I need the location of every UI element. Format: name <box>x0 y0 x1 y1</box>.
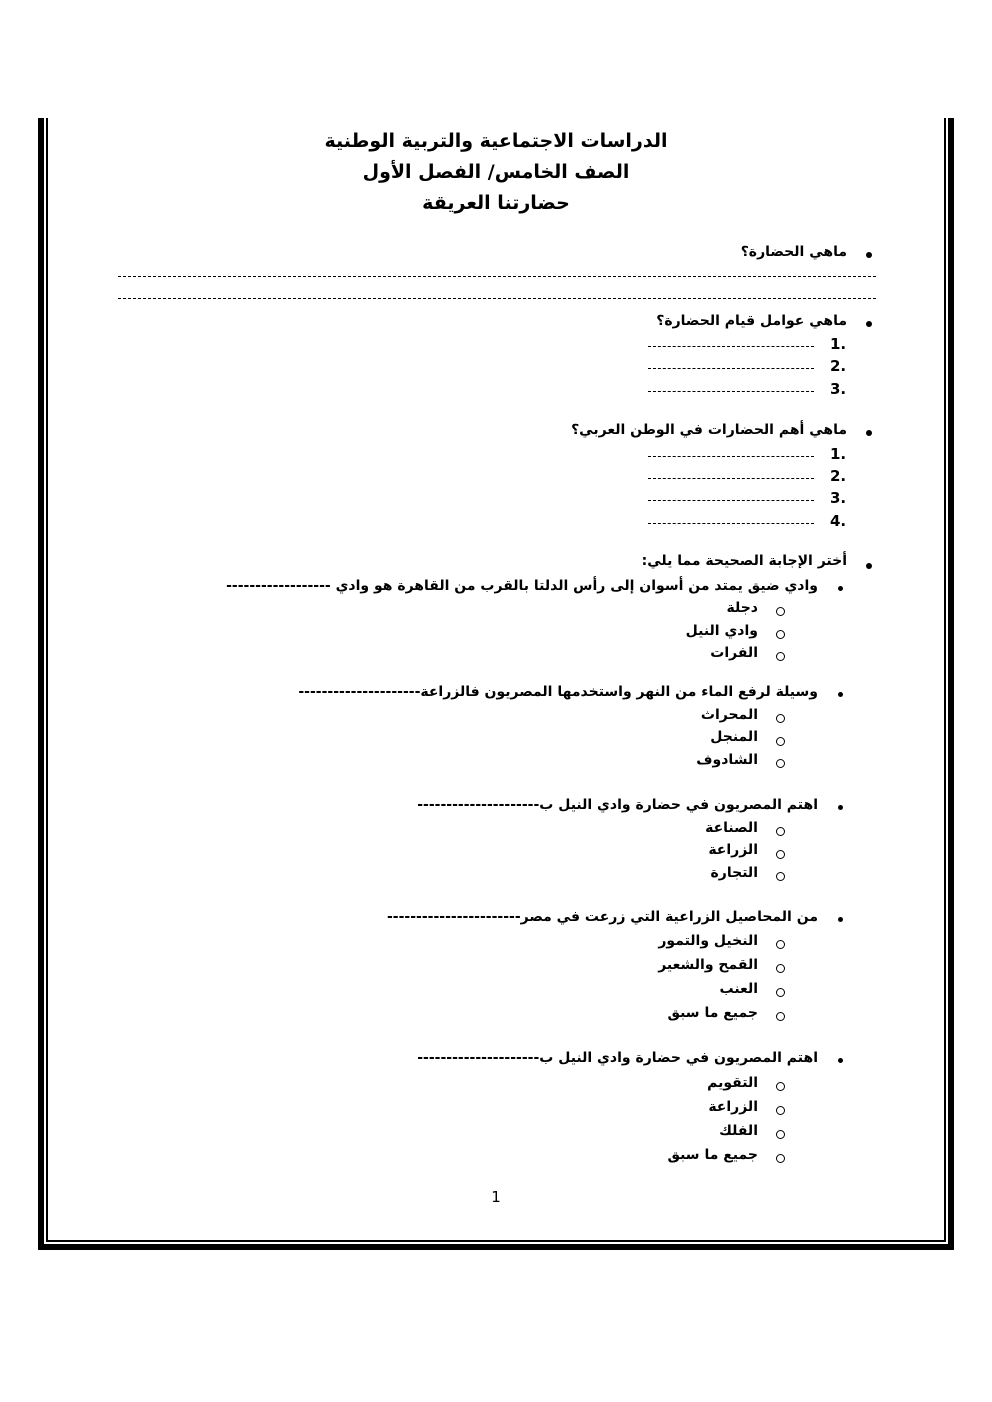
option-circle-icon[interactable] <box>776 1154 785 1163</box>
bullet-icon <box>866 563 872 569</box>
list-number: 3. <box>830 489 847 507</box>
question-2: ماهي عوامل قيام الحضارة؟ <box>656 313 847 329</box>
bullet-icon <box>866 321 872 327</box>
option-circle-icon[interactable] <box>776 940 785 949</box>
answer-blank <box>648 346 814 347</box>
border-right-thin <box>944 118 946 1240</box>
mcq-option: الزراعة <box>708 1099 758 1115</box>
option-circle-icon[interactable] <box>776 652 785 661</box>
mcq-option: جميع ما سبق <box>667 1005 758 1021</box>
option-circle-icon[interactable] <box>776 1082 785 1091</box>
list-number: 1. <box>830 335 847 353</box>
mcq-heading: أختر الإجابة الصحيحة مما يلي: <box>641 553 847 569</box>
mcq-option: الصناعة <box>705 820 758 836</box>
option-circle-icon[interactable] <box>776 607 785 616</box>
mcq-option: التقويم <box>707 1075 758 1091</box>
grade-title: الصف الخامس/ الفصل الأول <box>362 161 630 183</box>
option-circle-icon[interactable] <box>776 1106 785 1115</box>
border-bottom-thick <box>38 1244 954 1250</box>
option-circle-icon[interactable] <box>776 737 785 746</box>
border-left-thick <box>38 118 44 1244</box>
answer-blank <box>648 478 814 479</box>
border-left-thin <box>46 118 48 1240</box>
mcq-option: القمح والشعير <box>658 957 758 973</box>
list-number: 4. <box>830 512 847 530</box>
mcq-option: الفلك <box>719 1123 758 1139</box>
mcq-option: التجارة <box>710 865 758 881</box>
answer-line <box>118 276 876 277</box>
list-number: 2. <box>830 467 847 485</box>
answer-blank <box>648 456 814 457</box>
answer-blank <box>648 368 814 369</box>
bullet-icon <box>866 252 872 258</box>
option-circle-icon[interactable] <box>776 1130 785 1139</box>
answer-line <box>118 298 876 299</box>
mcq-question: من المحاصيل الزراعية التي زرعت في مصر----------------------- <box>386 909 818 925</box>
mcq-question: وسيلة لرفع الماء من النهر واستخدمها المصريون فالزراعة--------------------- <box>298 684 818 700</box>
option-circle-icon[interactable] <box>776 988 785 997</box>
bullet-icon <box>838 805 843 810</box>
mcq-option: جميع ما سبق <box>667 1147 758 1163</box>
option-circle-icon[interactable] <box>776 827 785 836</box>
mcq-option: المنجل <box>710 729 758 745</box>
mcq-option: وادي النيل <box>685 623 758 639</box>
mcq-option: المحراث <box>700 707 758 723</box>
bullet-icon <box>838 586 843 591</box>
option-circle-icon[interactable] <box>776 872 785 881</box>
option-circle-icon[interactable] <box>776 964 785 973</box>
subject-title: الدراسات الاجتماعية والتربية الوطنية <box>324 130 668 152</box>
option-circle-icon[interactable] <box>776 759 785 768</box>
mcq-option: العنب <box>719 981 758 997</box>
answer-blank <box>648 523 814 524</box>
mcq-option: دجلة <box>726 600 758 616</box>
answer-blank <box>648 500 814 501</box>
option-circle-icon[interactable] <box>776 630 785 639</box>
mcq-option: الزراعة <box>708 842 758 858</box>
mcq-question: وادي ضيق يمتد من أسوان إلى رأس الدلتا بالقرب من القاهرة هو وادي ------------------ <box>226 578 818 594</box>
page-number: 1 <box>491 1188 501 1206</box>
bullet-icon <box>838 917 843 922</box>
list-number: 3. <box>830 380 847 398</box>
mcq-option: النخيل والتمور <box>658 933 758 949</box>
answer-blank <box>648 391 814 392</box>
option-circle-icon[interactable] <box>776 714 785 723</box>
border-right-thick <box>948 118 954 1244</box>
list-number: 2. <box>830 357 847 375</box>
question-3: ماهي أهم الحضارات في الوطن العربي؟ <box>571 422 847 438</box>
lesson-title: حضارتنا العريقة <box>422 192 570 214</box>
bullet-icon <box>866 430 872 436</box>
bullet-icon <box>838 692 843 697</box>
option-circle-icon[interactable] <box>776 1012 785 1021</box>
list-number: 1. <box>830 445 847 463</box>
bullet-icon <box>838 1058 843 1063</box>
mcq-option: الفرات <box>710 645 758 661</box>
mcq-question: اهتم المصريون في حضارة وادي النيل ب--------------------- <box>417 1050 818 1066</box>
border-bottom-thin <box>46 1240 946 1242</box>
mcq-question: اهتم المصريون في حضارة وادي النيل ب--------------------- <box>417 797 818 813</box>
option-circle-icon[interactable] <box>776 850 785 859</box>
mcq-option: الشادوف <box>696 752 758 768</box>
question-1: ماهي الحضارة؟ <box>740 244 847 260</box>
